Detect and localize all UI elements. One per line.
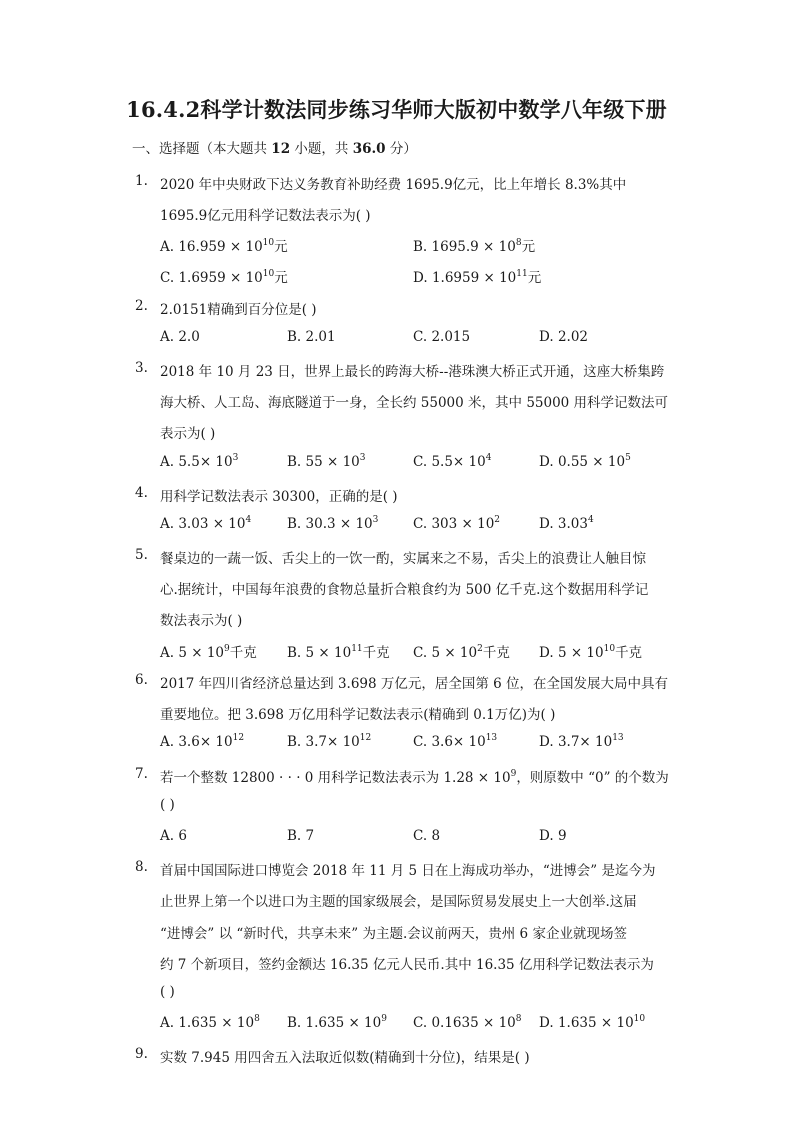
option-a: A. 6: [160, 828, 187, 844]
question-text: 餐桌边的一蔬一饭、舌尖上的一饮一酌，实属来之不易，舌尖上的浪费让人触目惊: [160, 551, 646, 567]
option-b: B. 7: [287, 828, 315, 844]
option-b: B. $30.3 \times 10^3$: [287, 515, 379, 532]
option-d: D. $1.635 \times 10^{10}$: [539, 1014, 646, 1031]
question-number: 6.: [135, 672, 148, 688]
option-b: B. $1695.9 \times 10^8$元: [413, 238, 536, 255]
option-d: D. $5 \times 10^{10}$千克: [539, 644, 643, 661]
section-heading: 一、选择题（本大题共 12 小题，共 36.0 分）: [132, 141, 417, 157]
question-text: “进博会” 以 “新时代，共享未来” 为主题.会议前两天，贵州 6 家企业就现场签: [160, 926, 627, 942]
question-text: 2017 年四川省经济总量达到 3.698 万亿元，居全国第 6 位，在全国发展大局中具有: [160, 676, 669, 692]
option-b: B. 2.01: [287, 329, 336, 345]
option-c: C. $303 \times 10^2$: [413, 515, 501, 532]
option-c: C. 8: [413, 828, 441, 844]
question-text: 重要地位。把 3.698 万亿用科学记数法表示(精确到 0.1万亿)为( ): [160, 707, 556, 723]
question-text: 2.0151精确到百分位是( ): [160, 302, 317, 318]
option-c: C. 2.015: [413, 329, 471, 345]
option-a: A. $5.5\times 10^3$: [160, 453, 239, 470]
question-text: 实数 7.945 用四舍五入法取近似数(精确到十分位)，结果是( ): [160, 1050, 530, 1066]
option-c: C. $3.6\times 10^{13}$: [413, 733, 498, 750]
question-text: 止世界上第一个以进口为主题的国家级展会，是国际贸易发展史上一大创举.这届: [160, 894, 637, 910]
question-number: 9.: [135, 1046, 148, 1062]
option-c: C. $5.5\times 10^4$: [413, 453, 492, 470]
option-b: B. $1.635 \times 10^9$: [287, 1014, 387, 1031]
question-text: 若一个整数 12800 · · · 0 用科学记数法表示为 $1.28 \times 10^9$，则原数中 “0” 的个数为: [160, 769, 669, 786]
question-text: ( ): [160, 797, 175, 813]
option-b: B. $3.7\times 10^{12}$: [287, 733, 372, 750]
question-text: 1695.9亿元用科学记数法表示为( ): [160, 208, 371, 224]
option-a: A. 2.0: [160, 329, 200, 345]
option-b: B. $5 \times 10^{11}$千克: [287, 644, 390, 661]
option-d: D. $3.7\times 10^{13}$: [539, 733, 624, 750]
question-number: 3.: [135, 360, 148, 376]
question-text: 首届中国国际进口博览会 2018 年 11 月 5 日在上海成功举办，“进博会” 是迄今为: [160, 863, 656, 879]
question-text: ( ): [160, 984, 175, 1000]
question-number: 4.: [135, 485, 148, 501]
question-text: 约 7 个新项目，签约金额达 16.35 亿元人民币.其中 16.35 亿用科学记数法表示为: [160, 957, 654, 973]
question-number: 8.: [135, 859, 148, 875]
option-a: A. $3.03 \times 10^4$: [160, 515, 252, 532]
question-number: 7.: [135, 766, 148, 782]
question-text: 心.据统计，中国每年浪费的食物总量折合粮食约为 500 亿千克.这个数据用科学记: [160, 582, 649, 598]
question-text: 表示为( ): [160, 426, 216, 442]
option-c: C. $5 \times 10^2$千克: [413, 644, 510, 661]
question-text: 数法表示为( ): [160, 613, 243, 629]
question-text: 海大桥、人工岛、海底隧道于一身，全长约 55000 米，其中 55000 用科学记数法可: [160, 395, 669, 411]
option-a: A. $5 \times 10^9$千克: [160, 644, 257, 661]
option-d: D. 2.02: [539, 329, 588, 345]
option-c: C. $1.6959 \times 10^{10}$元: [160, 269, 288, 286]
option-d: D. $1.6959 \times 10^{11}$元: [413, 269, 542, 286]
question-text: 2018 年 10 月 23 日，世界上最长的跨海大桥--港珠澳大桥正式开通，这座大桥集跨: [160, 364, 665, 380]
option-c: C. $0.1635 \times 10^8$: [413, 1014, 522, 1031]
question-text: 2020 年中央财政下达义务教育补助经费 1695.9亿元，比上年增长 8.3%其中: [160, 177, 627, 193]
option-a: A. $1.635 \times 10^8$: [160, 1014, 260, 1031]
page-title: 16.4.2科学计数法同步练习华师大版初中数学八年级下册: [126, 97, 667, 122]
option-d: D. $0.55 \times 10^5$: [539, 453, 631, 470]
option-d: D. 9: [539, 828, 567, 844]
question-number: 2.: [135, 298, 148, 314]
option-d: D. 3.03$^4$: [539, 515, 594, 532]
question-number: 5.: [135, 547, 148, 563]
option-a: A. $16.959 \times 10^{10}$元: [160, 238, 288, 255]
option-a: A. $3.6\times 10^{12}$: [160, 733, 245, 750]
option-b: B. $55 \times 10^3$: [287, 453, 366, 470]
question-number: 1.: [135, 173, 148, 189]
question-text: 用科学记数法表示 30300，正确的是( ): [160, 489, 398, 505]
